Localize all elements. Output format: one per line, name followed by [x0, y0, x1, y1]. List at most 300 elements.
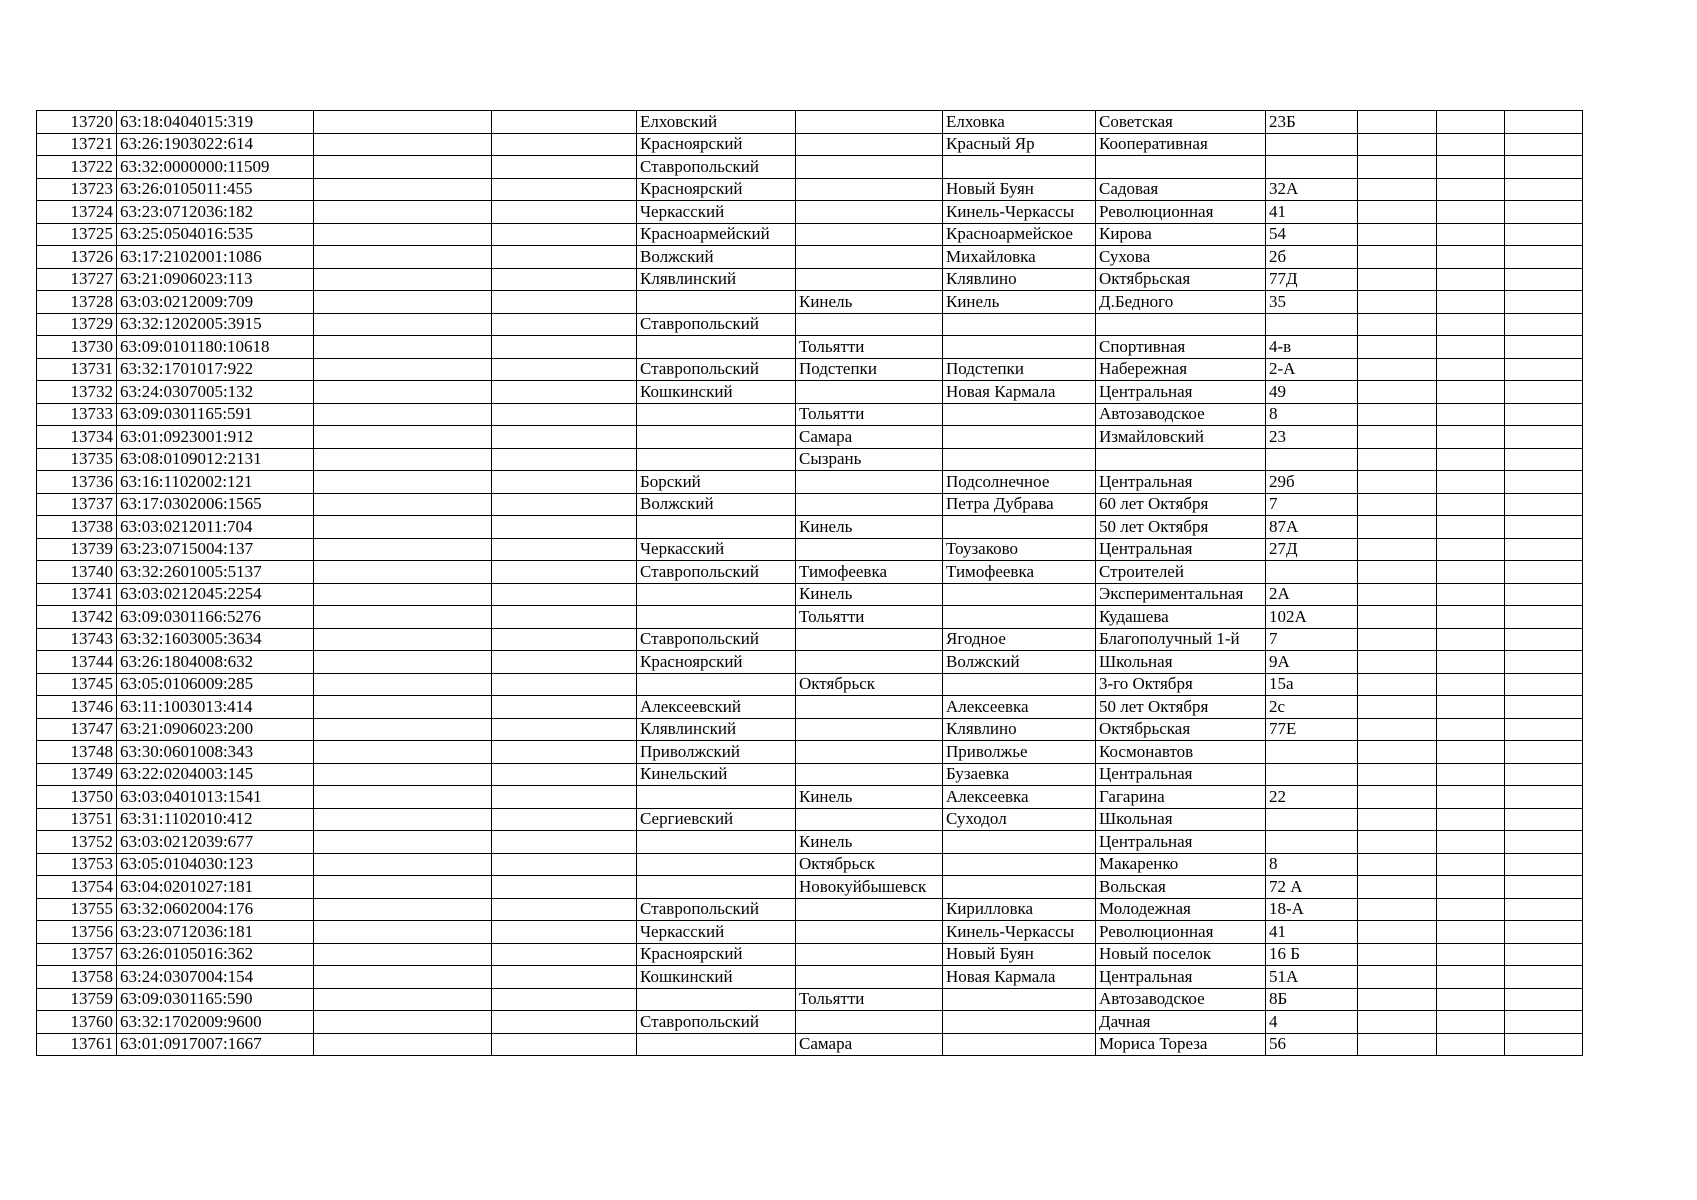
- cadastral-number-cell: 63:09:0101180:10618: [117, 336, 314, 359]
- district-cell: Черкасский: [637, 201, 796, 224]
- row-number-cell: 13761: [37, 1033, 117, 1056]
- empty-cell: [1358, 156, 1437, 179]
- row-number-cell: 13746: [37, 696, 117, 719]
- empty-cell: [1505, 201, 1583, 224]
- city-cell: [796, 178, 943, 201]
- empty-cell: [314, 876, 492, 899]
- cadastral-number-cell: 63:32:2601005:5137: [117, 561, 314, 584]
- district-cell: [637, 403, 796, 426]
- city-cell: Октябрьск: [796, 853, 943, 876]
- district-cell: Кошкинский: [637, 966, 796, 989]
- city-cell: Тимофеевка: [796, 561, 943, 584]
- settlement-cell: Кинель-Черкассы: [943, 201, 1096, 224]
- empty-cell: [492, 201, 637, 224]
- street-cell: Спортивная: [1096, 336, 1266, 359]
- empty-cell: [492, 628, 637, 651]
- city-cell: [796, 313, 943, 336]
- empty-cell: [1437, 876, 1505, 899]
- settlement-cell: Новая Кармала: [943, 381, 1096, 404]
- settlement-cell: Красноармейское: [943, 223, 1096, 246]
- city-cell: Тольятти: [796, 988, 943, 1011]
- empty-cell: [1358, 583, 1437, 606]
- table-row: [37, 988, 1583, 1011]
- table-row: [37, 426, 1583, 449]
- settlement-cell: Петра Дубрава: [943, 493, 1096, 516]
- empty-cell: [314, 988, 492, 1011]
- empty-cell: [1437, 516, 1505, 539]
- empty-cell: [492, 156, 637, 179]
- empty-cell: [1505, 831, 1583, 854]
- house-number-cell: [1266, 156, 1358, 179]
- district-cell: [637, 426, 796, 449]
- settlement-cell: [943, 606, 1096, 629]
- street-cell: Октябрьская: [1096, 718, 1266, 741]
- house-number-cell: 56: [1266, 1033, 1358, 1056]
- empty-cell: [1358, 223, 1437, 246]
- cadastral-number-cell: 63:09:0301165:590: [117, 988, 314, 1011]
- settlement-cell: Новая Кармала: [943, 966, 1096, 989]
- empty-cell: [1437, 966, 1505, 989]
- cadastral-number-cell: 63:01:0923001:912: [117, 426, 314, 449]
- city-cell: Кинель: [796, 516, 943, 539]
- empty-cell: [492, 268, 637, 291]
- empty-cell: [314, 336, 492, 359]
- empty-cell: [314, 673, 492, 696]
- street-cell: [1096, 448, 1266, 471]
- empty-cell: [1358, 201, 1437, 224]
- street-cell: Благополучный 1-й: [1096, 628, 1266, 651]
- city-cell: [796, 921, 943, 944]
- row-number-cell: 13758: [37, 966, 117, 989]
- empty-cell: [314, 1033, 492, 1056]
- empty-cell: [1437, 246, 1505, 269]
- house-number-cell: 9А: [1266, 651, 1358, 674]
- empty-cell: [1437, 606, 1505, 629]
- row-number-cell: 13741: [37, 583, 117, 606]
- empty-cell: [314, 628, 492, 651]
- table-row: [37, 268, 1583, 291]
- table-row: [37, 876, 1583, 899]
- house-number-cell: 29б: [1266, 471, 1358, 494]
- table-body: [37, 111, 1583, 1056]
- empty-cell: [492, 673, 637, 696]
- house-number-cell: 15а: [1266, 673, 1358, 696]
- empty-cell: [1358, 493, 1437, 516]
- house-number-cell: 41: [1266, 201, 1358, 224]
- cadastral-number-cell: 63:26:1903022:614: [117, 133, 314, 156]
- settlement-cell: [943, 426, 1096, 449]
- district-cell: Ставропольский: [637, 898, 796, 921]
- city-cell: [796, 763, 943, 786]
- district-cell: [637, 448, 796, 471]
- table-row: [37, 471, 1583, 494]
- row-number-cell: 13733: [37, 403, 117, 426]
- empty-cell: [492, 741, 637, 764]
- empty-cell: [1505, 921, 1583, 944]
- empty-cell: [492, 336, 637, 359]
- city-cell: Кинель: [796, 583, 943, 606]
- settlement-cell: Новый Буян: [943, 943, 1096, 966]
- row-number-cell: 13735: [37, 448, 117, 471]
- city-cell: Сызрань: [796, 448, 943, 471]
- empty-cell: [492, 561, 637, 584]
- house-number-cell: [1266, 313, 1358, 336]
- empty-cell: [1358, 561, 1437, 584]
- row-number-cell: 13722: [37, 156, 117, 179]
- empty-cell: [1505, 583, 1583, 606]
- district-cell: Ставропольский: [637, 1011, 796, 1034]
- empty-cell: [1437, 786, 1505, 809]
- city-cell: Октябрьск: [796, 673, 943, 696]
- district-cell: [637, 516, 796, 539]
- cadastral-number-cell: 63:17:0302006:1565: [117, 493, 314, 516]
- empty-cell: [1505, 223, 1583, 246]
- empty-cell: [1358, 628, 1437, 651]
- city-cell: [796, 246, 943, 269]
- district-cell: Ставропольский: [637, 628, 796, 651]
- cadastral-number-cell: 63:03:0212045:2254: [117, 583, 314, 606]
- empty-cell: [1505, 1033, 1583, 1056]
- cadastral-number-cell: 63:17:2102001:1086: [117, 246, 314, 269]
- street-cell: Строителей: [1096, 561, 1266, 584]
- street-cell: Революционная: [1096, 201, 1266, 224]
- cadastral-number-cell: 63:11:1003013:414: [117, 696, 314, 719]
- city-cell: Кинель: [796, 786, 943, 809]
- empty-cell: [1358, 898, 1437, 921]
- house-number-cell: 41: [1266, 921, 1358, 944]
- empty-cell: [314, 493, 492, 516]
- empty-cell: [314, 358, 492, 381]
- street-cell: 3-го Октября: [1096, 673, 1266, 696]
- cadastral-number-cell: 63:30:0601008:343: [117, 741, 314, 764]
- empty-cell: [492, 403, 637, 426]
- house-number-cell: 35: [1266, 291, 1358, 314]
- table-row: [37, 448, 1583, 471]
- row-number-cell: 13751: [37, 808, 117, 831]
- house-number-cell: 54: [1266, 223, 1358, 246]
- empty-cell: [1358, 808, 1437, 831]
- empty-cell: [492, 133, 637, 156]
- empty-cell: [492, 831, 637, 854]
- table-row: [37, 493, 1583, 516]
- street-cell: Советская: [1096, 111, 1266, 134]
- row-number-cell: 13728: [37, 291, 117, 314]
- table-row: [37, 898, 1583, 921]
- house-number-cell: [1266, 763, 1358, 786]
- empty-cell: [314, 538, 492, 561]
- empty-cell: [1437, 696, 1505, 719]
- empty-cell: [314, 448, 492, 471]
- empty-cell: [314, 111, 492, 134]
- city-cell: [796, 381, 943, 404]
- house-number-cell: [1266, 561, 1358, 584]
- settlement-cell: Подсолнечное: [943, 471, 1096, 494]
- settlement-cell: [943, 853, 1096, 876]
- empty-cell: [1358, 291, 1437, 314]
- street-cell: [1096, 156, 1266, 179]
- settlement-cell: [943, 313, 1096, 336]
- cadastral-number-cell: 63:23:0712036:182: [117, 201, 314, 224]
- street-cell: Гагарина: [1096, 786, 1266, 809]
- empty-cell: [314, 943, 492, 966]
- empty-cell: [492, 583, 637, 606]
- empty-cell: [314, 156, 492, 179]
- city-cell: [796, 133, 943, 156]
- settlement-cell: [943, 1011, 1096, 1034]
- cadastral-number-cell: 63:24:0307004:154: [117, 966, 314, 989]
- table-row: [37, 921, 1583, 944]
- district-cell: [637, 853, 796, 876]
- empty-cell: [1437, 1033, 1505, 1056]
- row-number-cell: 13732: [37, 381, 117, 404]
- settlement-cell: Приволжье: [943, 741, 1096, 764]
- district-cell: Красноярский: [637, 178, 796, 201]
- empty-cell: [1505, 336, 1583, 359]
- district-cell: Ставропольский: [637, 313, 796, 336]
- district-cell: Красноярский: [637, 651, 796, 674]
- street-cell: Кудашева: [1096, 606, 1266, 629]
- empty-cell: [314, 403, 492, 426]
- settlement-cell: [943, 1033, 1096, 1056]
- empty-cell: [1437, 201, 1505, 224]
- table-row: [37, 583, 1583, 606]
- row-number-cell: 13754: [37, 876, 117, 899]
- house-number-cell: 23Б: [1266, 111, 1358, 134]
- street-cell: Школьная: [1096, 651, 1266, 674]
- house-number-cell: 49: [1266, 381, 1358, 404]
- settlement-cell: Елховка: [943, 111, 1096, 134]
- city-cell: [796, 111, 943, 134]
- settlement-cell: Тоузаково: [943, 538, 1096, 561]
- street-cell: Автозаводское: [1096, 988, 1266, 1011]
- table-row: [37, 538, 1583, 561]
- street-cell: 60 лет Октября: [1096, 493, 1266, 516]
- table-row: [37, 403, 1583, 426]
- cadastral-number-cell: 63:03:0401013:1541: [117, 786, 314, 809]
- row-number-cell: 13744: [37, 651, 117, 674]
- city-cell: [796, 808, 943, 831]
- empty-cell: [1358, 471, 1437, 494]
- data-table: [36, 110, 1583, 1056]
- empty-cell: [1505, 358, 1583, 381]
- house-number-cell: 51А: [1266, 966, 1358, 989]
- empty-cell: [314, 471, 492, 494]
- city-cell: Кинель: [796, 291, 943, 314]
- table-row: [37, 381, 1583, 404]
- empty-cell: [1505, 898, 1583, 921]
- empty-cell: [1505, 966, 1583, 989]
- settlement-cell: Красный Яр: [943, 133, 1096, 156]
- cadastral-number-cell: 63:26:1804008:632: [117, 651, 314, 674]
- district-cell: [637, 336, 796, 359]
- empty-cell: [1505, 606, 1583, 629]
- empty-cell: [1358, 381, 1437, 404]
- empty-cell: [492, 1011, 637, 1034]
- empty-cell: [1437, 268, 1505, 291]
- empty-cell: [1358, 921, 1437, 944]
- street-cell: Дачная: [1096, 1011, 1266, 1034]
- settlement-cell: [943, 583, 1096, 606]
- empty-cell: [1505, 493, 1583, 516]
- empty-cell: [1505, 943, 1583, 966]
- empty-cell: [1505, 426, 1583, 449]
- house-number-cell: 4: [1266, 1011, 1358, 1034]
- city-cell: [796, 741, 943, 764]
- cadastral-number-cell: 63:09:0301165:591: [117, 403, 314, 426]
- empty-cell: [492, 808, 637, 831]
- cadastral-number-cell: 63:03:0212011:704: [117, 516, 314, 539]
- empty-cell: [1505, 156, 1583, 179]
- settlement-cell: [943, 831, 1096, 854]
- district-cell: Волжский: [637, 246, 796, 269]
- empty-cell: [1437, 741, 1505, 764]
- table-row: [37, 786, 1583, 809]
- empty-cell: [314, 763, 492, 786]
- house-number-cell: [1266, 133, 1358, 156]
- street-cell: Октябрьская: [1096, 268, 1266, 291]
- table-row: [37, 313, 1583, 336]
- settlement-cell: [943, 516, 1096, 539]
- street-cell: Мориса Тореза: [1096, 1033, 1266, 1056]
- empty-cell: [314, 718, 492, 741]
- district-cell: Сергиевский: [637, 808, 796, 831]
- house-number-cell: 27Д: [1266, 538, 1358, 561]
- settlement-cell: [943, 336, 1096, 359]
- district-cell: [637, 988, 796, 1011]
- district-cell: Ставропольский: [637, 561, 796, 584]
- empty-cell: [1437, 718, 1505, 741]
- street-cell: Кирова: [1096, 223, 1266, 246]
- city-cell: Самара: [796, 426, 943, 449]
- row-number-cell: 13721: [37, 133, 117, 156]
- city-cell: [796, 966, 943, 989]
- street-cell: Центральная: [1096, 538, 1266, 561]
- empty-cell: [1505, 111, 1583, 134]
- empty-cell: [1358, 516, 1437, 539]
- district-cell: Черкасский: [637, 538, 796, 561]
- district-cell: Кошкинский: [637, 381, 796, 404]
- table-row: [37, 673, 1583, 696]
- row-number-cell: 13738: [37, 516, 117, 539]
- row-number-cell: 13737: [37, 493, 117, 516]
- cadastral-number-cell: 63:32:1701017:922: [117, 358, 314, 381]
- street-cell: Экспериментальная: [1096, 583, 1266, 606]
- empty-cell: [1358, 268, 1437, 291]
- cadastral-number-cell: 63:26:0105011:455: [117, 178, 314, 201]
- city-cell: [796, 493, 943, 516]
- empty-cell: [1505, 538, 1583, 561]
- settlement-cell: [943, 876, 1096, 899]
- table-row: [37, 741, 1583, 764]
- row-number-cell: 13756: [37, 921, 117, 944]
- district-cell: Клявлинский: [637, 718, 796, 741]
- empty-cell: [1437, 403, 1505, 426]
- empty-cell: [1505, 786, 1583, 809]
- street-cell: Революционная: [1096, 921, 1266, 944]
- street-cell: Космонавтов: [1096, 741, 1266, 764]
- row-number-cell: 13757: [37, 943, 117, 966]
- empty-cell: [1358, 943, 1437, 966]
- empty-cell: [314, 606, 492, 629]
- district-cell: Черкасский: [637, 921, 796, 944]
- empty-cell: [492, 223, 637, 246]
- house-number-cell: 2-А: [1266, 358, 1358, 381]
- cadastral-number-cell: 63:32:0000000:11509: [117, 156, 314, 179]
- row-number-cell: 13724: [37, 201, 117, 224]
- empty-cell: [1505, 403, 1583, 426]
- settlement-cell: Кинель: [943, 291, 1096, 314]
- cadastral-number-cell: 63:05:0106009:285: [117, 673, 314, 696]
- empty-cell: [492, 786, 637, 809]
- empty-cell: [1505, 268, 1583, 291]
- row-number-cell: 13752: [37, 831, 117, 854]
- empty-cell: [492, 381, 637, 404]
- table-row: [37, 853, 1583, 876]
- empty-cell: [1358, 966, 1437, 989]
- empty-cell: [1358, 538, 1437, 561]
- house-number-cell: 102А: [1266, 606, 1358, 629]
- empty-cell: [492, 313, 637, 336]
- empty-cell: [492, 426, 637, 449]
- city-cell: Кинель: [796, 831, 943, 854]
- row-number-cell: 13720: [37, 111, 117, 134]
- empty-cell: [1437, 336, 1505, 359]
- empty-cell: [314, 381, 492, 404]
- city-cell: [796, 471, 943, 494]
- empty-cell: [1437, 156, 1505, 179]
- empty-cell: [1437, 426, 1505, 449]
- empty-cell: [1437, 943, 1505, 966]
- street-cell: Сухова: [1096, 246, 1266, 269]
- district-cell: [637, 786, 796, 809]
- row-number-cell: 13736: [37, 471, 117, 494]
- empty-cell: [492, 943, 637, 966]
- street-cell: Д.Бедного: [1096, 291, 1266, 314]
- empty-cell: [1437, 358, 1505, 381]
- empty-cell: [1437, 808, 1505, 831]
- street-cell: 50 лет Октября: [1096, 696, 1266, 719]
- table-row: [37, 561, 1583, 584]
- empty-cell: [1358, 178, 1437, 201]
- row-number-cell: 13734: [37, 426, 117, 449]
- street-cell: Школьная: [1096, 808, 1266, 831]
- cadastral-number-cell: 63:03:0212009:709: [117, 291, 314, 314]
- table-row: [37, 291, 1583, 314]
- empty-cell: [492, 111, 637, 134]
- row-number-cell: 13755: [37, 898, 117, 921]
- house-number-cell: 32А: [1266, 178, 1358, 201]
- settlement-cell: Кирилловка: [943, 898, 1096, 921]
- empty-cell: [1437, 763, 1505, 786]
- table-row: [37, 943, 1583, 966]
- row-number-cell: 13750: [37, 786, 117, 809]
- city-cell: Тольятти: [796, 336, 943, 359]
- table-row: [37, 763, 1583, 786]
- empty-cell: [492, 898, 637, 921]
- empty-cell: [1358, 246, 1437, 269]
- empty-cell: [314, 561, 492, 584]
- empty-cell: [314, 201, 492, 224]
- empty-cell: [1437, 898, 1505, 921]
- empty-cell: [1437, 831, 1505, 854]
- settlement-cell: Кинель-Черкассы: [943, 921, 1096, 944]
- house-number-cell: [1266, 741, 1358, 764]
- settlement-cell: Ягодное: [943, 628, 1096, 651]
- house-number-cell: 72 А: [1266, 876, 1358, 899]
- empty-cell: [1505, 763, 1583, 786]
- cadastral-number-cell: 63:32:1702009:9600: [117, 1011, 314, 1034]
- empty-cell: [314, 898, 492, 921]
